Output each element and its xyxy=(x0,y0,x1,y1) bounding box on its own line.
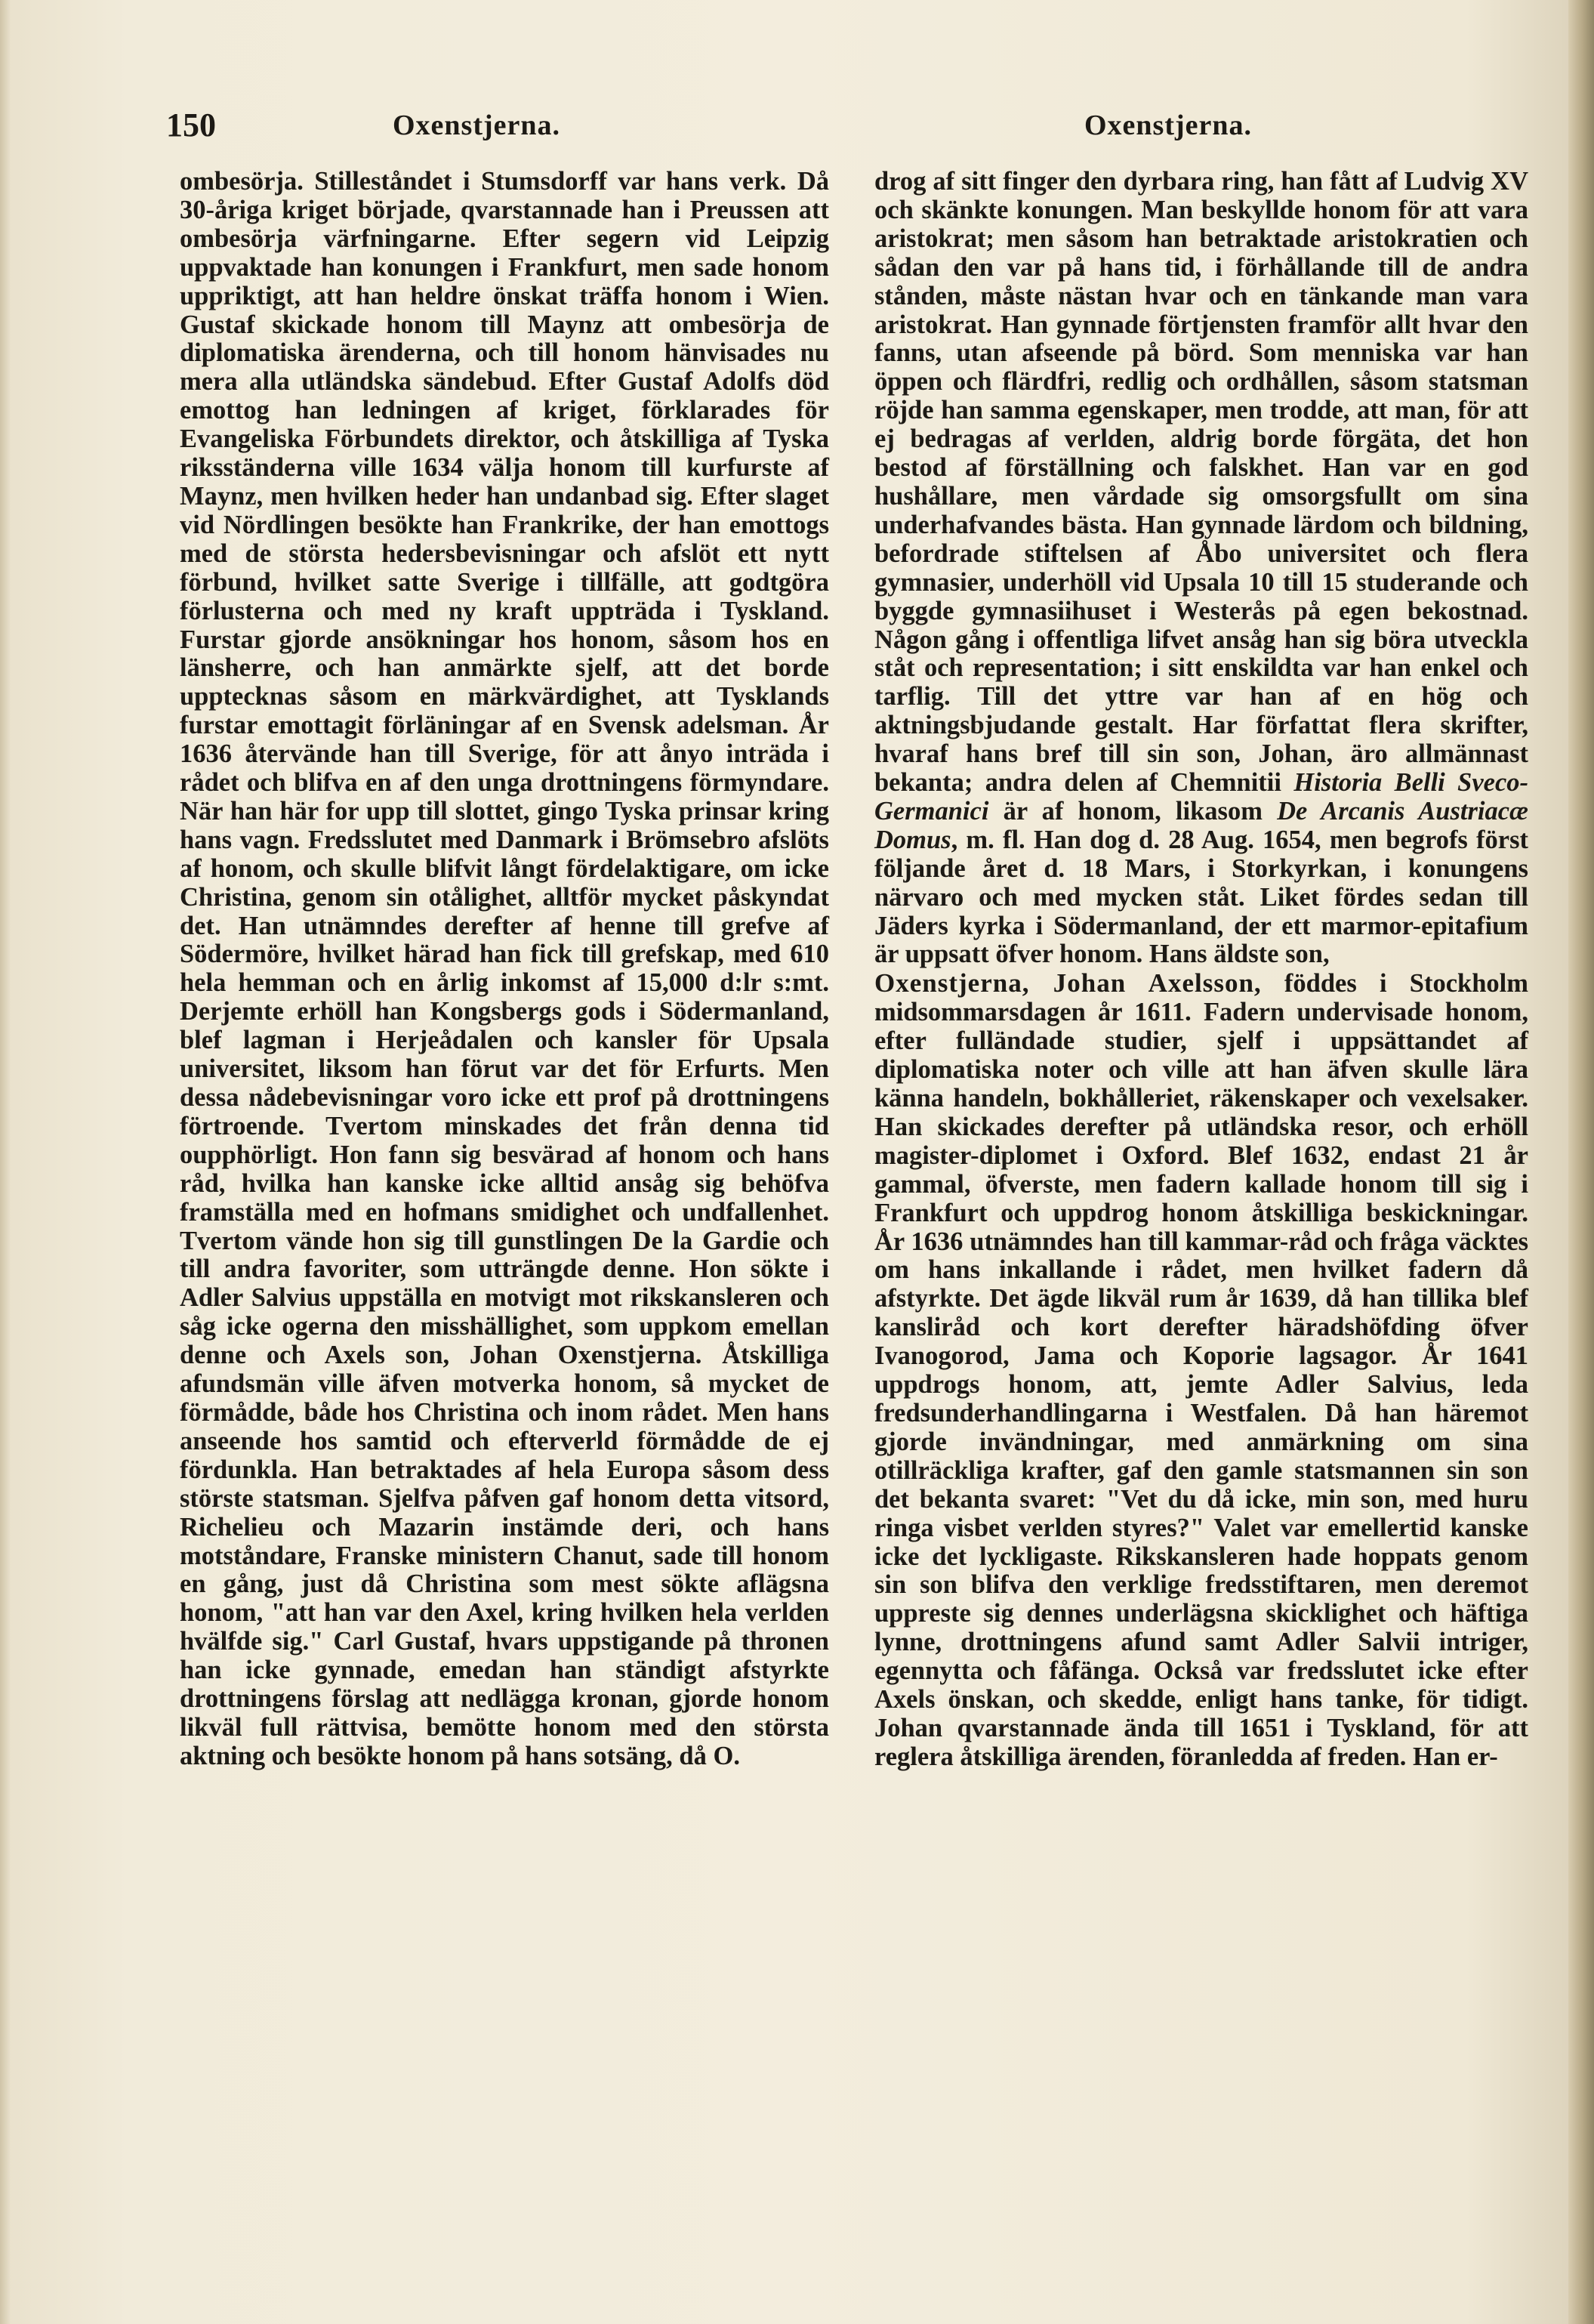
book-title: De Arcanis Austriacæ Domus xyxy=(874,796,1528,854)
paragraph-text: föddes i Stockholm midsommarsdagen år 1611. Fadern undervisade honom, efter fulländade studier, sjelf i uppsättandet af diplomatiska noter och ville att han äfven skulle lära känna handeln, bokhålleriet, räkenskaper och vexelsaker. Han skickades derefter på utländska resor, och erhöll magister-diplomet i Oxford. Blef 1632, endast 21 år gammal, öfverste, men fadern kallade honom till sig i Frankfurt och uppdrog honom åtskilliga beskickningar. År 1636 utnämndes han till kammar-råd och fråga väcktes om hans inkallande i rådet, men hvilket fadern då afstyrkte. Det ägde likväl rum år 1639, då han tillika blef kansliråd och kort derefter häradshöfding öfver Ivanogorod, Jama och Koporie lagsagor. År 1641 uppdrogs honom, att, jemte Adler Salvius, leda fredsunderhandlingarna i Westfalen. Då han häremot gjorde invändningar, med anmärkning om sina otillräckliga krafter, gaf den gamle statsmannen sin son det bekanta svaret: "Vet du då icke, min son, med huru ringa visbet verlden styres?" Valet var emellertid kanske icke det lyckligaste. Rikskansleren hade hoppats genom sin son blifva den verklige fredsstiftaren, men deremot uppreste sig dennes underlägsna skicklighet och häftiga lynne, drottningens afund samt Adler Salvii intriger, egennytta och fåfänga. Också var fredsslutet icke efter Axels önskan, och skedde, enligt hans tanke, för tidigt. Johan qvarstannade ända till 1651 i Tyskland, för att reglera åtskilliga ärenden, föranledda af freden. Han er- xyxy=(874,969,1528,1771)
paragraph-text: drog af sitt finger den dyrbara ring, han fått af Ludvig XV och skänkte konungen. Man beskyllde honom för att vara aristokrat; men såsom han betraktade aristokratien och sådan den var på hans tid, i förhållande till de andra stånden, måste nästan hvar och en tänkande man vara aristokrat. Han gynnade förtjensten framför allt hvar den fanns, utan afseende på börd. Som menniska var han öppen och flärdfri, redlig och ordhållen, såsom statsman röjde han samma egenskaper, men trodde, att man, för att ej bedragas af verlden, aldrig borde förgäta, det hon bestod af förställning och falskhet. Han var en god hushållare, men vårdade sig omsorgsfullt om sina underhafvandes bästa. Han gynnade lärdom och bildning, befordrade stiftelsen af Åbo universitet och flera gymnasier, underhöll vid Upsala 10 till 15 studerande och byggde gymnasiihuset i Westerås på egen bekostnad. Någon gång i offentliga lifvet ansåg han sig böra utveckla ståt och representation; i sitt enskildta var han enkel och tarflig. Till det yttre var han af en hög och aktningsbjudande gestalt. Har författat flera skrifter, hvaraf hans bref till sin son, Johan, äro allmännast bekanta; andra delen af Chemnitii xyxy=(874,167,1528,798)
paragraph-text: är af honom, likasom xyxy=(988,796,1278,826)
right-column xyxy=(874,168,1528,2207)
page-number: 150 xyxy=(166,106,216,144)
paragraph-text: , m. fl. Han dog d. 28 Aug. 1654, men begrofs först följande året d. 18 Mars, i Storkyrkan, i konungens närvaro och med mycken ståt. Liket fördes sedan till Jäders kyrka i Södermanland, der ett marmor-epitafium är uppsatt öfver honom. Hans äldste son, xyxy=(874,825,1528,969)
page-header xyxy=(0,106,1594,151)
running-head-right: Oxenstjerna. xyxy=(1084,110,1253,141)
entry-headword xyxy=(874,969,1262,998)
entry-paragraph xyxy=(874,969,1528,1771)
paragraph: ombesörja. Stilleståndet i Stumsdorff var hans verk. Då 30-åriga kriget började, qvarstannade han i Preussen att ombesörja värfningarne. Efter segern vid Leipzig uppvaktade han konungen i Frankfurt, men sade honom uppriktigt, att han heldre önskat träffa honom i Wien. Gustaf skickade honom till Maynz att ombesörja de diplomatiska ärenderna, och till honom hänvisades nu mera alla utländska sändebud. Efter Gustaf Adolfs död emottog han ledningen af kriget, förklarades för Evangeliska Förbundets direktor, och åtskilliga af Tyska riksständerna ville 1634 välja honom till kurfurste af Maynz, men hvilken heder han undanbad sig. Efter slaget vid Nördlingen besökte han Frankrike, der han emottogs med de största hedersbevisningar och afslöt ett nytt förbund, hvilket satte Sverige i tillfälle, att godtgöra förlusterna och med ny kraft uppträda i Tyskland. Furstar gjorde ansökningar hos honom, såsom hos en länsherre, och han anmärkte sjelf, att det borde upptecknas såsom en märkvärdighet, att Tysklands furstar emottagit förläningar af en Svensk adelsman. År 1636 återvände han till Sverige, för att ånyo inträda i rådet och blifva en af den unga drottningens förmyndare. När han här for upp till slottet, gingo Tyska prinsar kring hans vagn. Fredsslutet med Danmark i Brömsebro afslöts af honom, och skulle blifvit långt fördelaktigare, om icke Christina, genom sin otålighet, alltför mycket påskyndat det. Han utnämndes derefter af henne till grefve af Södermöre, hvilket härad han fick till grefskap, med 610 hela hemman och en årlig inkomst af 15,000 d:lr s:mt. Derjemte erhöll han Kongsbergs gods i Södermanland, blef lagman i Herjeådalen och kansler för Upsala universitet, liksom han förut var det för Erfurts. Men dessa nådebevisningar voro icke ett prof på drottningens förtroende. Tvertom minskades det från denna tid oupphörligt. Hon fann sig besvärad af honom och hans råd, hvilka han kanske icke alltid ansåg sig behöfva framställa med en hofmans smidighet och undfallenhet. Tvertom vände hon sig till gunstlingen De la Gardie och till andra favoriter, som utträngde denne. Hon sökte i Adler Salvius uppställa en motvigt mot rikskansleren och såg icke ogerna den misshällighet, som uppkom emellan denne och Axels son, Johan Oxenstjerna. Åtskilliga afundsmän ville äfven motverka honom, så mycket de förmådde, både hos Christina och inom rådet. Men hans anseende hos samtid och efterverld förmådde de ej fördunkla. Han betraktades af hela Europa såsom dess störste statsman. Sjelfva påfven gaf honom detta vitsord, Richelieu och Mazarin instämde deri, och hans motståndare, Franske ministern Chanut, sade till honom en gång, just då Christina som mest sökte aflägsna honom, "att han var den Axel, kring hvilken hela verlden hvälfde sig." Carl Gustaf, hvars uppstigande på thronen han icke gynnade, emedan han ständigt afstyrkte drottningens förslag att nedlägga kronan, gjorde honom likväl full rättvisa, bemötte honom med den största aktning och besökte honom på hans sotsäng, då O. xyxy=(180,167,829,1770)
left-column xyxy=(180,168,829,2207)
paragraph xyxy=(874,168,1528,969)
book-title: Historia Belli Sveco-Germanici xyxy=(874,768,1529,826)
page-right-edge xyxy=(1568,0,1594,2324)
page-left-edge xyxy=(0,0,11,2324)
running-head-left: Oxenstjerna. xyxy=(393,110,561,141)
entry-name: Oxenstjerna, Johan Axelsson, xyxy=(874,968,1262,998)
